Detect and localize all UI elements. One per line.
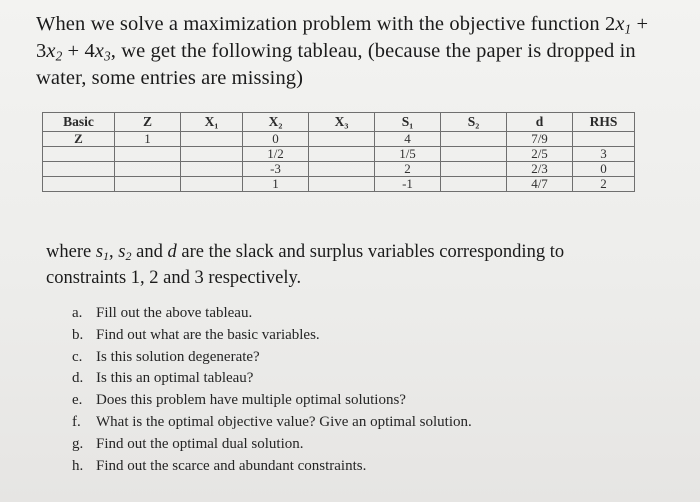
table-cell (43, 162, 115, 177)
list-marker: c. (72, 348, 83, 365)
table-cell: 4/7 (507, 177, 573, 192)
simplex-tableau (42, 112, 635, 192)
table-cell (43, 147, 115, 162)
list-item (72, 325, 472, 347)
header-cell: RHS (573, 113, 635, 132)
table-cell: Z (43, 132, 115, 147)
var-x1: $x_1$ (615, 13, 632, 37)
question-text: Find out what are the basic variables. (96, 326, 320, 343)
table-cell (441, 177, 507, 192)
list-item (72, 412, 472, 434)
list-item (72, 347, 472, 369)
var-d: d (167, 242, 177, 262)
table-cell (115, 177, 181, 192)
header-cell: X₁ (181, 113, 243, 132)
table-row (43, 177, 635, 192)
table-cell: 2/5 (507, 147, 573, 162)
table-cell: 1 (243, 177, 309, 192)
table-cell (43, 177, 115, 192)
table-cell (181, 147, 243, 162)
table-cell: 2 (573, 177, 635, 192)
table-cell: 4 (375, 132, 441, 147)
header-cell: Basic (43, 113, 115, 132)
intro-text-1: When we solve a maximization problem with the objective function 2 (36, 13, 616, 35)
list-marker: g. (72, 435, 84, 452)
var-s1: $s_1$ (95, 242, 110, 263)
question-text: What is the optimal objective value? Give an optimal solution. (96, 413, 472, 430)
list-item (72, 434, 472, 456)
table-cell (309, 132, 375, 147)
table-cell: 3 (573, 147, 635, 162)
header-cell: S₁ (375, 113, 441, 132)
header-cell: Z (115, 113, 181, 132)
variables-note (46, 239, 646, 291)
intro-text-3: + 4 (62, 40, 95, 62)
var-s2: $s_2$ (118, 242, 132, 263)
table-cell (441, 162, 507, 177)
table-cell (441, 132, 507, 147)
table-cell (181, 162, 243, 177)
table-cell (181, 177, 243, 192)
intro-paragraph (36, 11, 656, 92)
header-cell: X₃ (309, 113, 375, 132)
question-list (72, 303, 472, 477)
table-cell (309, 147, 375, 162)
problem-intro (36, 11, 656, 92)
question-text: Find out the scarce and abundant constraints. (96, 457, 367, 474)
list-item (72, 456, 472, 478)
table-cell: 0 (243, 132, 309, 147)
table-cell (441, 147, 507, 162)
var-x3: $x_3$ (94, 40, 111, 64)
header-cell: d (507, 113, 573, 132)
table-cell (181, 132, 243, 147)
intro-text-4: , we get the following tableau, (because the paper is dropped in water, some entries are missing) (36, 40, 636, 89)
list-marker: d. (72, 370, 84, 387)
variables-note-paragraph: where $s_1$, $s_2$ and d are the slack and surplus variables corresponding to constraints 1, 2 and 3 respectively. (46, 242, 565, 288)
table-cell: 2 (375, 162, 441, 177)
table-cell (309, 177, 375, 192)
var-x2: $x_2$ (46, 40, 63, 64)
table-cell (309, 162, 375, 177)
list-item (72, 390, 472, 412)
question-text: Fill out the above tableau. (96, 305, 253, 321)
list-marker: h. (72, 457, 84, 474)
header-cell: S₂ (441, 113, 507, 132)
question-text: Is this an optimal tableau? (96, 370, 254, 387)
list-marker: b. (72, 326, 84, 343)
question-text: Does this problem have multiple optimal solutions? (96, 392, 406, 409)
table-cell: 0 (573, 162, 635, 177)
table-row (43, 132, 635, 147)
table-cell: 2/3 (507, 162, 573, 177)
list-marker: e. (72, 392, 83, 409)
table-cell: 1/5 (375, 147, 441, 162)
list-item (72, 303, 472, 325)
question-text: Is this solution degenerate? (96, 348, 260, 365)
table-row (43, 147, 635, 162)
table-cell (115, 162, 181, 177)
table-row (43, 162, 635, 177)
list-item (72, 368, 472, 390)
list-marker: f. (72, 413, 81, 430)
table-cell: 1 (115, 132, 181, 147)
table-cell (573, 132, 635, 147)
tableau-header-row (43, 113, 635, 132)
intro-text-2: + 3 (36, 13, 649, 62)
question-text: Find out the optimal dual solution. (96, 435, 304, 452)
table-cell: -1 (375, 177, 441, 192)
table-cell (115, 147, 181, 162)
table-cell: 7/9 (507, 132, 573, 147)
header-cell: X₂ (243, 113, 309, 132)
table-cell: 1/2 (243, 147, 309, 162)
table-cell: -3 (243, 162, 309, 177)
list-marker: a. (72, 305, 83, 321)
